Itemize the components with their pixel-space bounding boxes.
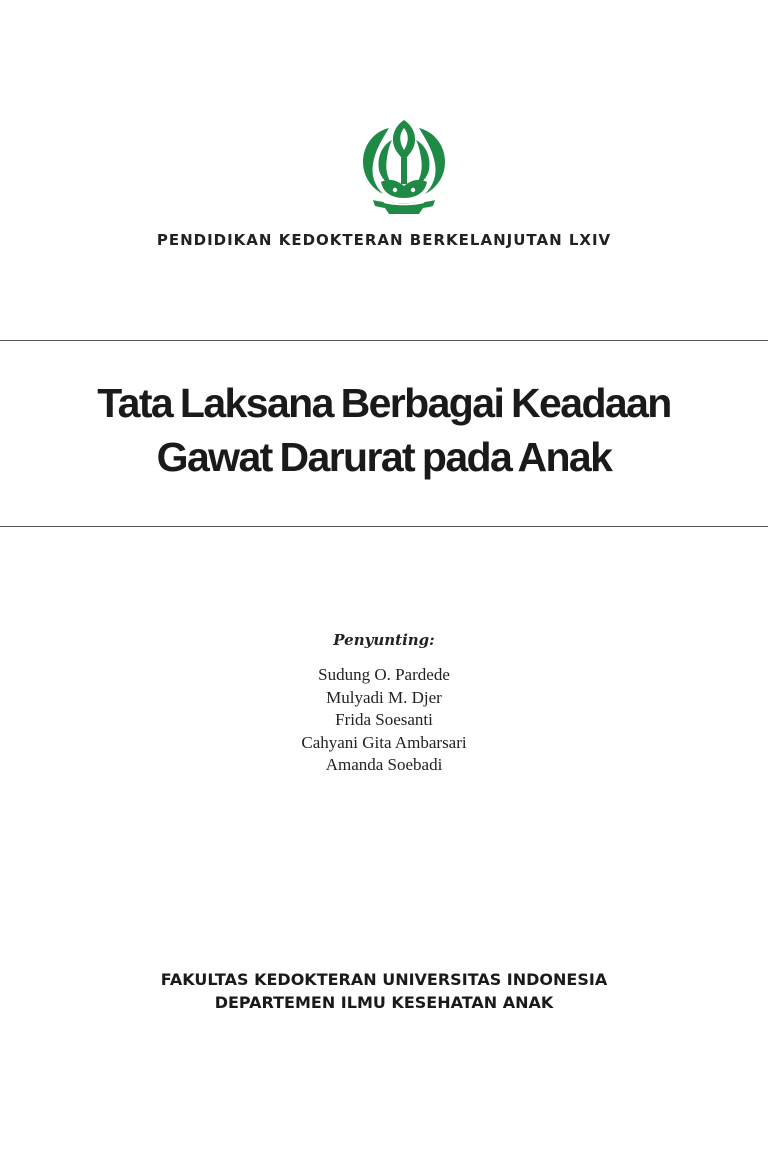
editors-heading: Penyunting: <box>333 631 435 649</box>
book-title-line-2: Gawat Darurat pada Anak <box>156 434 612 480</box>
university-emblem-icon <box>359 118 449 216</box>
faculty-name: FAKULTAS KEDOKTERAN UNIVERSITAS INDONESIA <box>160 970 608 989</box>
editor-name: Cahyani Gita Ambarsari <box>301 732 467 752</box>
editors-list <box>0 664 768 777</box>
editor-name: Amanda Soebadi <box>325 755 443 774</box>
top-divider <box>0 340 768 341</box>
editor-name: Mulyadi M. Djer <box>326 687 442 707</box>
editor-name: Frida Soesanti <box>335 710 433 729</box>
bottom-divider <box>0 526 768 527</box>
editor-name: Sudung O. Pardede <box>318 665 450 684</box>
series-title: PENDIDIKAN KEDOKTERAN BERKELANJUTAN LXIV <box>156 231 612 249</box>
department-name: DEPARTEMEN ILMU KESEHATAN ANAK <box>214 993 554 1012</box>
book-title-line-1: Tata Laksana Berbagai Keadaan <box>97 380 671 426</box>
